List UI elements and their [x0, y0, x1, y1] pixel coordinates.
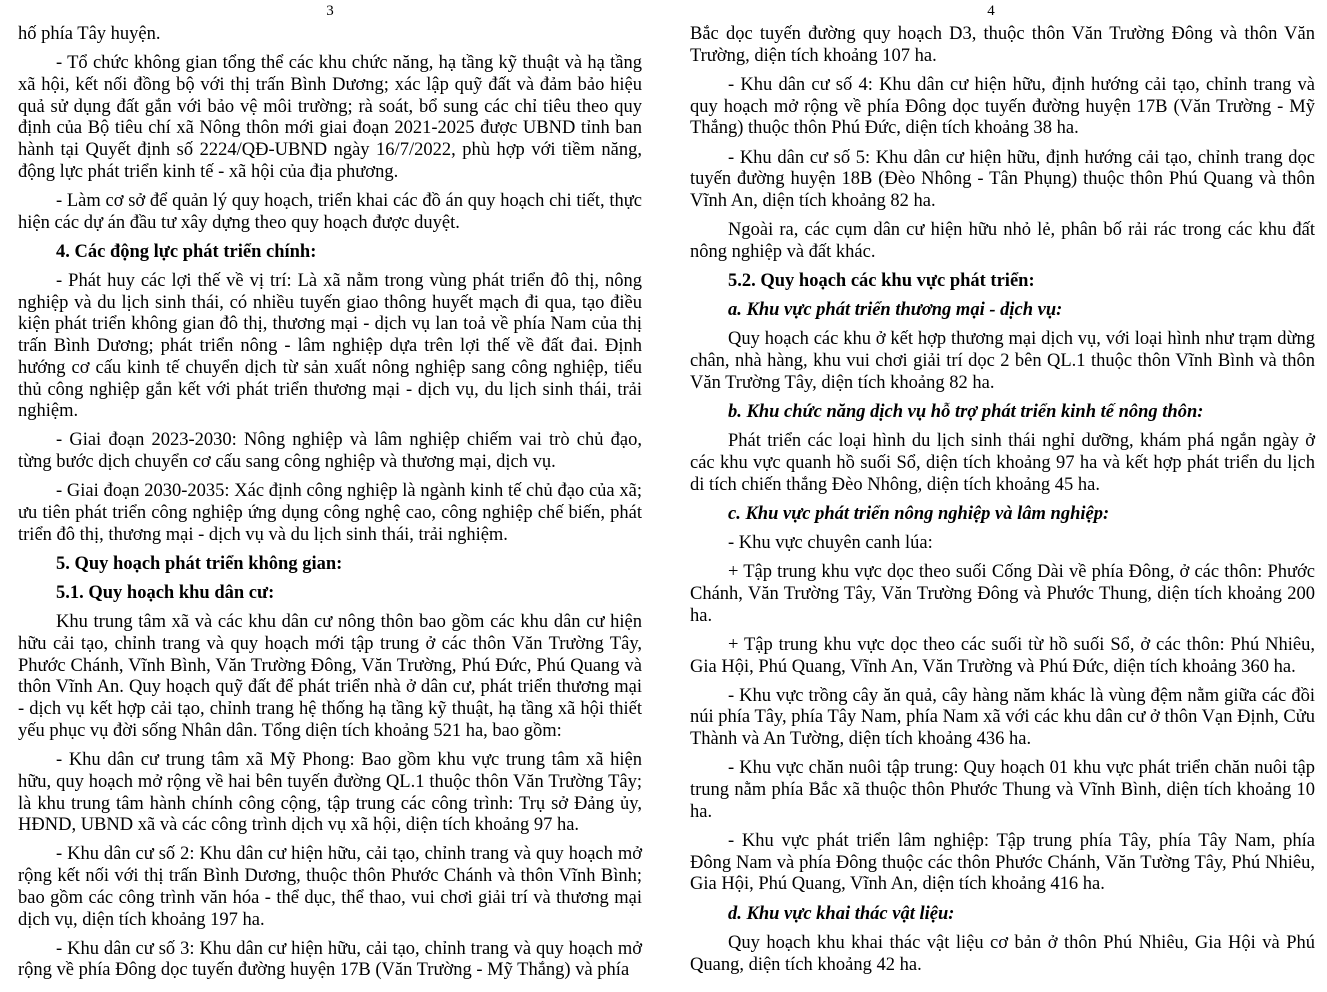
paragraph: - Khu dân cư số 3: Khu dân cư hiện hữu, cải tạo, chỉnh trang và quy hoạch mở rộng về phía Đông dọc tuyến đường huyện 17B (Văn Trường - Mỹ Thắng) và phía [18, 938, 642, 981]
subsection-heading: 5.2. Quy hoạch các khu vực phát triển: [728, 271, 1035, 292]
paragraph: - Làm cơ sở để quản lý quy hoạch, triển khai các đồ án quy hoạch chi tiết, thực hiện các dự án đầu tư xây dựng theo quy hoạch được duyệt. [18, 190, 642, 233]
section-heading: 5. Quy hoạch phát triển không gian: [56, 553, 343, 574]
paragraph: - Khu vực phát triển lâm nghiệp: Tập trung phía Tây, phía Tây Nam, phía Đông Nam và phía Đông thuộc các thôn Phước Chánh, Văn Tường Tây, Phú Nhiêu, Gia Hội, Phú Quang, Vĩnh An, diện tích khoảng 416 ha. [690, 831, 1315, 895]
paragraph: Quy hoạch khu khai thác vật liệu cơ bản ở thôn Phú Nhiêu, Gia Hội và Phú Quang, diện tích khoảng 42 ha. [690, 932, 1315, 975]
paragraph: - Khu vực chuyên canh lúa: [728, 533, 933, 554]
page-number: 4 [987, 3, 995, 19]
subsection-heading: c. Khu vực phát triển nông nghiệp và lâm nghiệp: [728, 503, 1110, 524]
subsection-heading: b. Khu chức năng dịch vụ hỗ trợ phát triển kinh tế nông thôn: [728, 402, 1204, 423]
subsection-heading: a. Khu vực phát triển thương mại - dịch vụ: [728, 300, 1063, 321]
paragraph: Khu trung tâm xã và các khu dân cư nông thôn bao gồm các khu dân cư hiện hữu cải tạo, chỉnh trang và quy hoạch mới tập trung ở các thôn Văn Trường Tây, Phước Chánh, Vĩnh Bình, Văn Trường Đông, Văn Trường, Phú Đức, Phú Quang và thôn Vĩnh An. Quy hoạch quỹ đất để phát triển nhà ở dân cư, phát triển thương mại - dịch vụ kết hợp cải tạo, chỉnh trang hệ thống hạ tầng kỹ thuật, hạ tầng xã hội thiết yếu phục vụ đời sống Nhân dân. Tổng diện tích khoảng 521 ha, bao gồm: [18, 612, 642, 741]
paragraph: Phát triển các loại hình du lịch sinh thái nghỉ dưỡng, khám phá ngắn ngày ở các khu vực quanh hồ suối Sổ, diện tích khoảng 97 ha và kết hợp phát triển du lịch di tích chiến thắng Đèo Nhông, diện tích khoảng 45 ha. [690, 431, 1315, 495]
paragraph: - Khu vực chăn nuôi tập trung: Quy hoạch 01 khu vực phát triển chăn nuôi tập trung nằm phía Bắc xã thuộc thôn Phước Thung và Vĩnh Bình, diện tích khoảng 10 ha. [690, 758, 1315, 822]
paragraph: - Tổ chức không gian tổng thể các khu chức năng, hạ tầng kỹ thuật và hạ tầng xã hội, kết nối đồng bộ với thị trấn Bình Dương; xác lập quỹ đất và đảm bảo hiệu quả sử dụng đất gắn với bảo vệ môi trường; rà soát, bổ sung các chỉ tiêu theo quy định của Bộ tiêu chí xã Nông thôn mới giai đoạn 2021-2025 được UBND tỉnh ban hành tại Quyết định số 2224/QĐ-UBND ngày 16/7/2022, phù hợp với tiềm năng, động lực phát triển kinh tế - xã hội của địa phương. [18, 53, 642, 182]
paragraph: - Giai đoạn 2023-2030: Nông nghiệp và lâm nghiệp chiếm vai trò chủ đạo, từng bước dịch chuyển cơ cấu sang công nghiệp và thương mại, dịch vụ. [18, 430, 642, 473]
paragraph: hố phía Tây huyện. [18, 24, 161, 44]
subsection-heading: 5.1. Quy hoạch khu dân cư: [56, 583, 275, 604]
paragraph: - Phát huy các lợi thế về vị trí: Là xã nằm trong vùng phát triển đô thị, nông nghiệp và du lịch sinh thái, có nhiều tuyến giao thông huyết mạch đi qua, tạo điều kiện phát triển không gian đô thị, thương mại - dịch vụ lan toả về phía Nam của thị trấn Bình Dương; phát triển nông - lâm nghiệp dựa trên lợi thế về đất đai. Định hướng cơ cấu kinh tế chuyển dịch từ sản xuất nông nghiệp sang công nghiệp, tiểu thủ công nghiệp gắn kết với phát triển thương mại - dịch vụ, du lịch sinh thái, trải nghiệm. [18, 271, 642, 422]
paragraph: - Khu dân cư số 2: Khu dân cư hiện hữu, cải tạo, chỉnh trang và quy hoạch mở rộng kết nối với thị trấn Bình Dương, thuộc thôn Phước Chánh và thôn Vĩnh Bình; bao gồm các công trình văn hóa - thể dục, thể thao, vui chơi giải trí và thương mại dịch vụ, diện tích khoảng 197 ha. [18, 844, 642, 930]
paragraph: Bắc dọc tuyến đường quy hoạch D3, thuộc thôn Văn Trường Đông và thôn Văn Trường, diện tích khoảng 107 ha. [690, 24, 1315, 66]
page-number: 3 [326, 3, 334, 19]
paragraph: - Giai đoạn 2030-2035: Xác định công nghiệp là ngành kinh tế chủ đạo của xã; ưu tiên phát triển công nghiệp ứng dụng công nghệ cao, công nghiệp chế biến, phát triển đô thị, thương mại - dịch vụ và du lịch sinh thái, trải nghiệm. [18, 481, 642, 545]
paragraph: Quy hoạch các khu ở kết hợp thương mại dịch vụ, với loại hình như trạm dừng chân, nhà hàng, khu vui chơi giải trí dọc 2 bên QL.1 thuộc thôn Vĩnh Bình và thôn Văn Trường Tây, diện tích khoảng 82 ha. [690, 329, 1315, 393]
section-heading: 4. Các động lực phát triển chính: [56, 241, 317, 262]
paragraph: - Khu dân cư số 4: Khu dân cư hiện hữu, định hướng cải tạo, chỉnh trang và quy hoạch mở rộng về phía Đông dọc tuyến đường huyện 17B (Văn Trường - Mỹ Thắng) thuộc thôn Phú Đức, diện tích khoảng 38 ha. [690, 74, 1315, 139]
paragraph: + Tập trung khu vực dọc theo suối Cống Dài về phía Đông, ở các thôn: Phước Chánh, Văn Trường Tây, Văn Trường Đông và Phước Thung, diện tích khoảng 200 ha. [690, 562, 1315, 626]
document-page-right [667, 0, 1327, 992]
paragraph: - Khu vực trồng cây ăn quả, cây hàng năm khác là vùng đệm nằm giữa các đồi núi phía Tây, phía Tây Nam, phía Nam xã với các khu dân cư ở thôn Vạn Định, Cửu Thành và An Tường, diện tích khoảng 436 ha. [690, 685, 1315, 750]
paragraph: - Khu dân cư trung tâm xã Mỹ Phong: Bao gồm khu vực trung tâm xã hiện hữu, quy hoạch mở rộng về hai bên tuyến đường QL.1 thuộc thôn Văn Trường Tây; là khu trung tâm hành chính công cộng, tập trung các công trình: Trụ sở Đảng ủy, HĐND, UBND xã và các công trình dịch vụ xã hội, diện tích khoảng 97 ha. [18, 750, 642, 836]
paragraph: + Tập trung khu vực dọc theo các suối từ hồ suối Sổ, ở các thôn: Phú Nhiêu, Gia Hội, Phú Quang, Vĩnh An, Văn Trường và Phú Đức, diện tích khoảng 360 ha. [690, 634, 1315, 677]
document-page-left [0, 0, 660, 992]
paragraph: Ngoài ra, các cụm dân cư hiện hữu nhỏ lẻ, phân bố rải rác trong các khu đất nông nghiệp và đất khác. [690, 220, 1315, 262]
paragraph: - Khu dân cư số 5: Khu dân cư hiện hữu, định hướng cải tạo, chỉnh trang dọc tuyến đường huyện 18B (Đèo Nhông - Tân Phụng) thuộc thôn Phú Quang và thôn Vĩnh An, diện tích khoảng 82 ha. [690, 147, 1315, 211]
subsection-heading: d. Khu vực khai thác vật liệu: [728, 903, 955, 924]
